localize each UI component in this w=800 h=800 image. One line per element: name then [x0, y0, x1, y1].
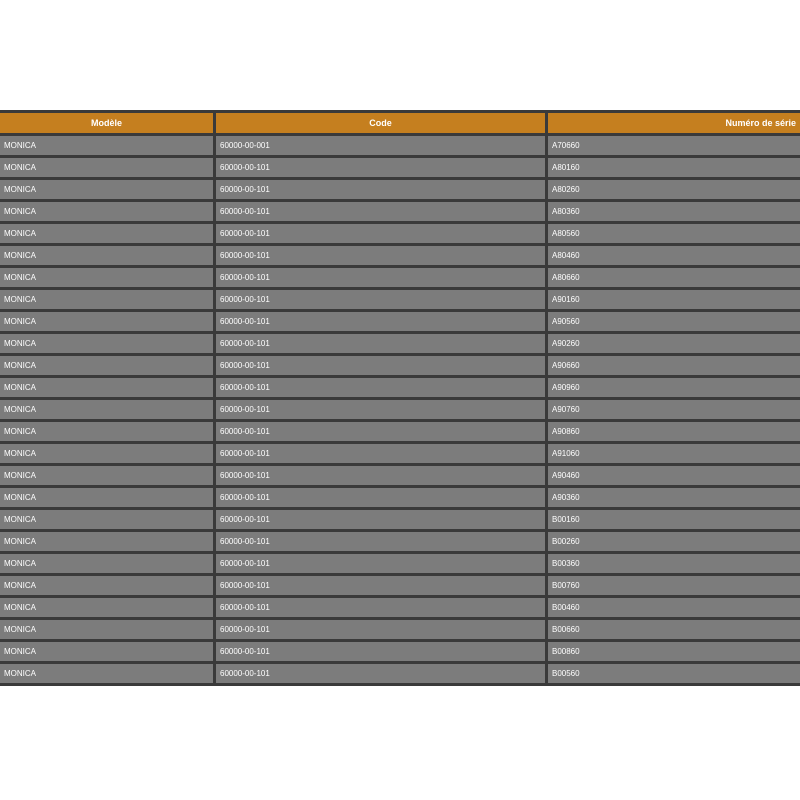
cell-serial: B00560: [548, 664, 800, 683]
cell-model: MONICA: [0, 290, 213, 309]
cell-code: 60000-00-101: [216, 378, 545, 397]
table-row: [0, 466, 800, 485]
cell-serial: A80560: [548, 224, 800, 243]
cell-code: 60000-00-101: [216, 532, 545, 551]
cell-model: MONICA: [0, 466, 213, 485]
table-row: [0, 620, 800, 639]
column-header-model: Modèle: [0, 113, 213, 133]
cell-model: MONICA: [0, 334, 213, 353]
cell-code: 60000-00-101: [216, 510, 545, 529]
table-header-row: [0, 113, 800, 133]
cell-serial: A80660: [548, 268, 800, 287]
cell-code: 60000-00-101: [216, 224, 545, 243]
table-row: [0, 202, 800, 221]
table-row: [0, 224, 800, 243]
cell-serial: A90360: [548, 488, 800, 507]
table-row: [0, 664, 800, 683]
cell-code: 60000-00-101: [216, 268, 545, 287]
cell-model: MONICA: [0, 620, 213, 639]
cell-code: 60000-00-101: [216, 290, 545, 309]
cell-serial: A91060: [548, 444, 800, 463]
table-row: [0, 290, 800, 309]
cell-model: MONICA: [0, 444, 213, 463]
table-row: [0, 136, 800, 155]
cell-serial: A70660: [548, 136, 800, 155]
cell-serial: B00260: [548, 532, 800, 551]
cell-serial: A90260: [548, 334, 800, 353]
cell-code: 60000-00-101: [216, 180, 545, 199]
cell-code: 60000-00-101: [216, 202, 545, 221]
cell-model: MONICA: [0, 202, 213, 221]
cell-code: 60000-00-101: [216, 466, 545, 485]
cell-serial: B00460: [548, 598, 800, 617]
cell-serial: A80160: [548, 158, 800, 177]
cell-code: 60000-00-101: [216, 554, 545, 573]
cell-code: 60000-00-101: [216, 576, 545, 595]
cell-serial: A90860: [548, 422, 800, 441]
table-row: [0, 378, 800, 397]
serial-number-table: [0, 110, 800, 686]
column-header-serial: Numéro de série: [548, 113, 800, 133]
cell-model: MONICA: [0, 576, 213, 595]
cell-model: MONICA: [0, 598, 213, 617]
cell-code: 60000-00-101: [216, 642, 545, 661]
cell-serial: A90660: [548, 356, 800, 375]
cell-serial: A80460: [548, 246, 800, 265]
table-row: [0, 356, 800, 375]
cell-code: 60000-00-101: [216, 664, 545, 683]
cell-serial: B00660: [548, 620, 800, 639]
table-row: [0, 312, 800, 331]
cell-serial: B00360: [548, 554, 800, 573]
cell-model: MONICA: [0, 224, 213, 243]
table-row: [0, 642, 800, 661]
table-row: [0, 180, 800, 199]
cell-model: MONICA: [0, 510, 213, 529]
cell-code: 60000-00-001: [216, 136, 545, 155]
table-row: [0, 268, 800, 287]
cell-model: MONICA: [0, 312, 213, 331]
cell-model: MONICA: [0, 400, 213, 419]
cell-serial: A90160: [548, 290, 800, 309]
cell-serial: A90760: [548, 400, 800, 419]
cell-code: 60000-00-101: [216, 158, 545, 177]
cell-code: 60000-00-101: [216, 334, 545, 353]
cell-code: 60000-00-101: [216, 246, 545, 265]
cell-code: 60000-00-101: [216, 356, 545, 375]
cell-code: 60000-00-101: [216, 312, 545, 331]
cell-model: MONICA: [0, 664, 213, 683]
cell-serial: A90960: [548, 378, 800, 397]
column-header-code: Code: [216, 113, 545, 133]
serial-number-table-container: [0, 110, 800, 686]
cell-serial: B00860: [548, 642, 800, 661]
cell-model: MONICA: [0, 532, 213, 551]
table-row: [0, 554, 800, 573]
table-row: [0, 246, 800, 265]
cell-model: MONICA: [0, 554, 213, 573]
cell-code: 60000-00-101: [216, 488, 545, 507]
cell-code: 60000-00-101: [216, 598, 545, 617]
table-row: [0, 510, 800, 529]
cell-code: 60000-00-101: [216, 400, 545, 419]
cell-model: MONICA: [0, 422, 213, 441]
table-row: [0, 334, 800, 353]
cell-model: MONICA: [0, 488, 213, 507]
cell-serial: A80360: [548, 202, 800, 221]
table-row: [0, 444, 800, 463]
cell-serial: B00760: [548, 576, 800, 595]
cell-model: MONICA: [0, 642, 213, 661]
table-header: [0, 113, 800, 133]
cell-model: MONICA: [0, 158, 213, 177]
cell-code: 60000-00-101: [216, 422, 545, 441]
table-row: [0, 400, 800, 419]
table-body: [0, 136, 800, 683]
table-row: [0, 598, 800, 617]
cell-serial: A90460: [548, 466, 800, 485]
table-row: [0, 422, 800, 441]
cell-model: MONICA: [0, 356, 213, 375]
table-row: [0, 488, 800, 507]
cell-model: MONICA: [0, 136, 213, 155]
cell-model: MONICA: [0, 180, 213, 199]
table-row: [0, 158, 800, 177]
table-row: [0, 532, 800, 551]
cell-model: MONICA: [0, 246, 213, 265]
cell-serial: B00160: [548, 510, 800, 529]
cell-serial: A90560: [548, 312, 800, 331]
cell-model: MONICA: [0, 378, 213, 397]
cell-code: 60000-00-101: [216, 620, 545, 639]
cell-code: 60000-00-101: [216, 444, 545, 463]
cell-serial: A80260: [548, 180, 800, 199]
cell-model: MONICA: [0, 268, 213, 287]
table-row: [0, 576, 800, 595]
